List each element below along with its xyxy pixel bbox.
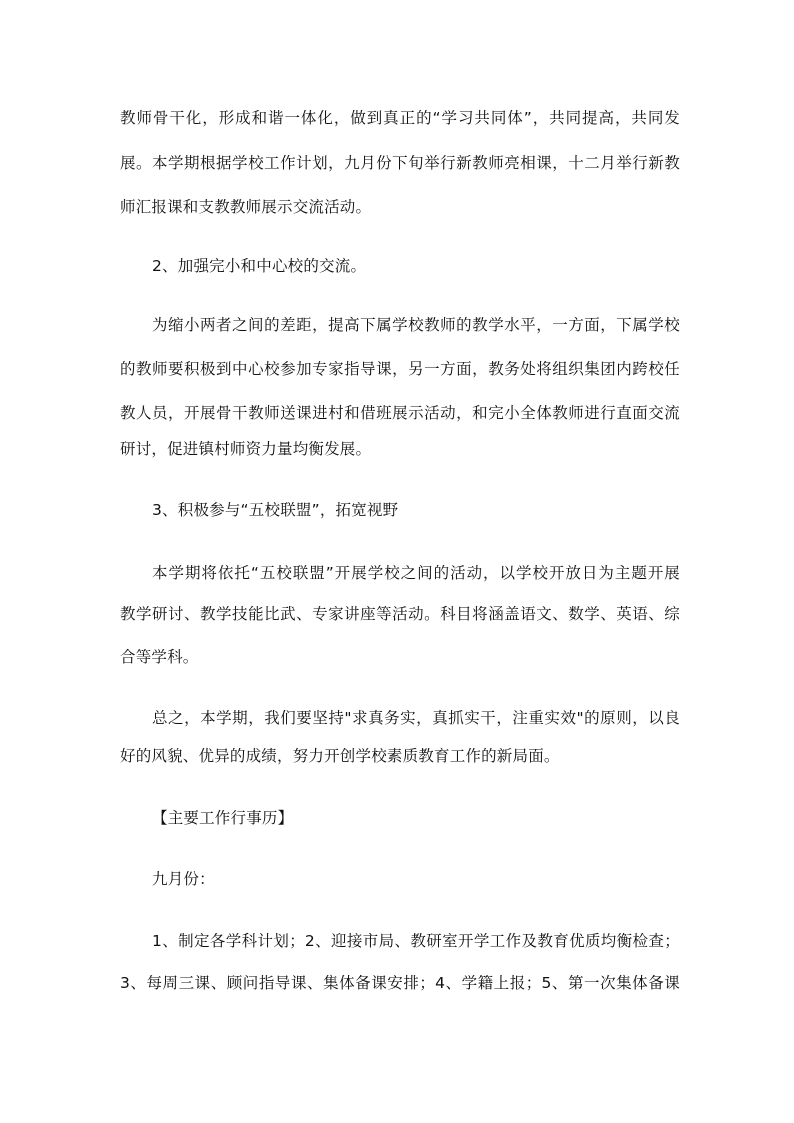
paragraph-5-line-2: 3、每周三课、顾问指导课、集体备课安排；4、学籍上报；5、第一次集体备课: [120, 974, 680, 992]
paragraph-1-line-2: 展。本学期根据学校工作计划，九月份下旬举行新教师亮相课，十二月举行新教: [120, 154, 680, 172]
paragraph-3-line-1: 本学期将依托“五校联盟”开展学校之间的活动，以学校开放日为主题开展: [152, 564, 680, 582]
paragraph-2-line-3: 教人员，开展骨干教师送课进村和借班展示活动，和完小全体教师进行直面交流: [120, 404, 680, 422]
paragraph-3-line-3: 合等学科。: [120, 648, 199, 666]
paragraph-2-line-1: 为缩小两者之间的差距，提高下属学校教师的教学水平，一方面，下属学校: [152, 316, 680, 334]
section-heading-3: 3、积极参与“五校联盟”，拓宽视野: [152, 501, 399, 519]
paragraph-4-line-1: 总之，本学期，我们要坚持"求真务实，真抓实干，注重实效"的原则，以良: [152, 709, 680, 727]
paragraph-3-line-2: 教学研讨、教学技能比武、专家讲座等活动。科目将涵盖语文、数学、英语、综: [120, 605, 680, 623]
paragraph-4-line-2: 好的风貌、优异的成绩，努力开创学校素质教育工作的新局面。: [120, 747, 560, 765]
section-heading-2: 2、加强完小和中心校的交流。: [152, 257, 367, 275]
month-label-september: 九月份：: [152, 870, 215, 888]
paragraph-1-line-1: 教师骨干化，形成和谐一体化，做到真正的“学习共同体”，共同提高，共同发: [120, 109, 680, 127]
schedule-section-title: 【主要工作行事历】: [152, 809, 294, 827]
paragraph-2-line-2: 的教师要积极到中心校参加专家指导课，另一方面，教务处将组织集团内跨校任: [120, 360, 680, 378]
paragraph-1-line-3: 师汇报课和支教教师展示交流活动。: [120, 198, 372, 216]
paragraph-5-line-1: 1、制定各学科计划；2、迎接市局、教研室开学工作及教育优质均衡检查；: [152, 932, 680, 950]
paragraph-2-line-4: 研讨，促进镇村师资力量均衡发展。: [120, 440, 372, 458]
